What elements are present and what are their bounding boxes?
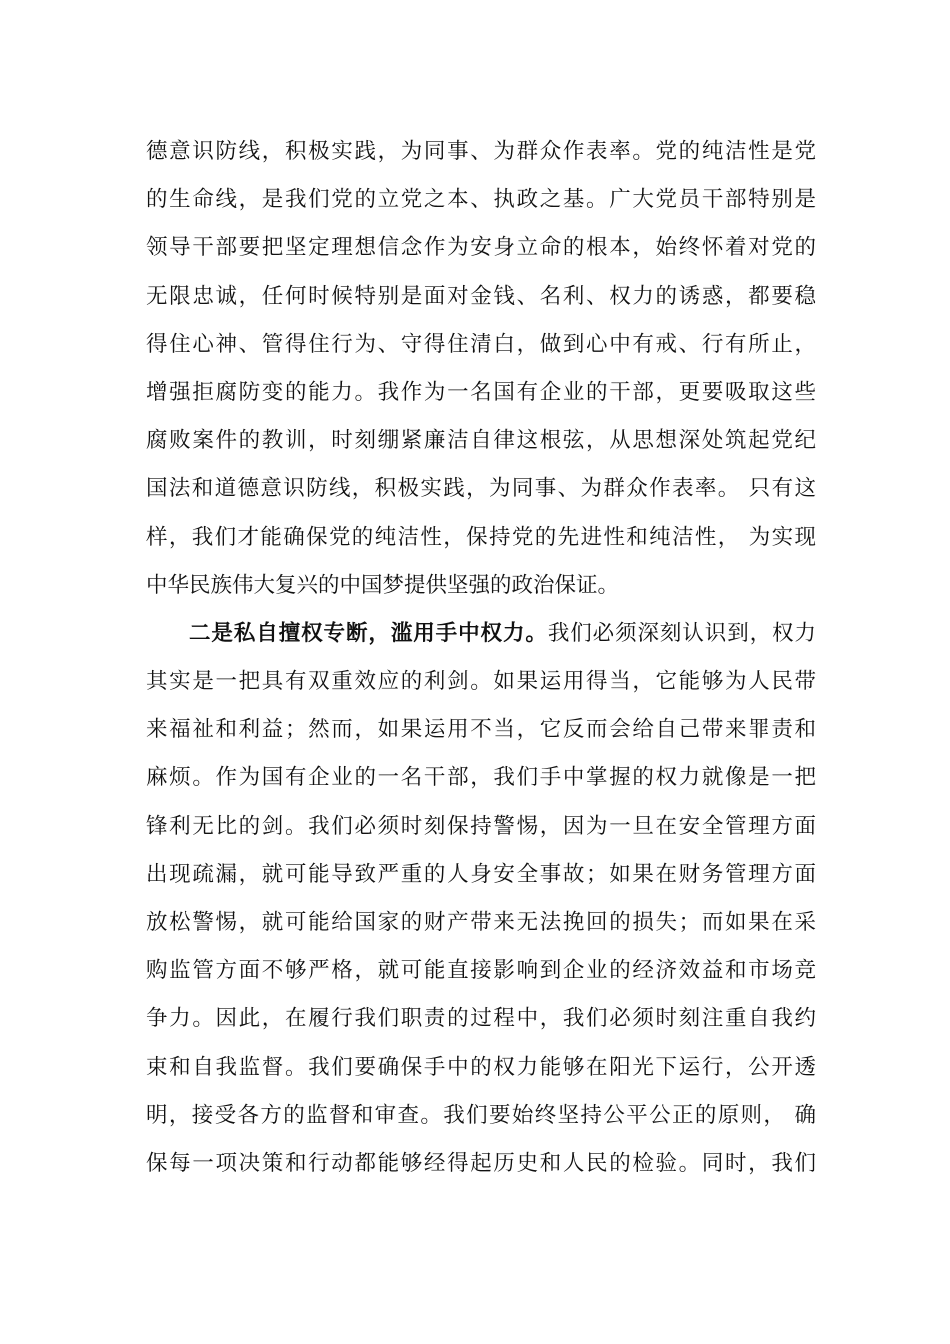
text-line: 出现疏漏，就可能导致严重的人身安全事故；如果在财务管理方面 <box>146 861 816 887</box>
text-line: 无限忠诚，任何时候特别是面对金钱、名利、权力的诱惑，都要稳 <box>146 283 816 309</box>
text-line: 购监管方面不够严格，就可能直接影响到企业的经济效益和市场竞 <box>146 958 816 984</box>
text-line: 束和自我监督。我们要确保手中的权力能够在阳光下运行，公开透 <box>146 1054 816 1080</box>
text-line: 得住心神、管得住行为、守得住清白，做到心中有戒、行有所止， <box>146 331 816 357</box>
text-line: 其实是一把具有双重效应的利剑。如果运用得当，它能够为人民带 <box>146 669 816 695</box>
text-line: 麻烦。作为国有企业的一名干部，我们手中掌握的权力就像是一把 <box>146 765 816 791</box>
text-line: 保每一项决策和行动都能够经得起历史和人民的检验。同时，我们 <box>146 1150 816 1176</box>
text-line: 明，接受各方的监督和审查。我们要始终坚持公平公正的原则， 确 <box>146 1102 816 1128</box>
text-line: 国法和道德意识防线，积极实践，为同事、为群众作表率。 只有这 <box>146 476 816 502</box>
text-line: 腐败案件的教训，时刻绷紧廉洁自律这根弦，从思想深处筑起党纪 <box>146 428 816 454</box>
text-line: 放松警惕，就可能给国家的财产带来无法挽回的损失；而如果在采 <box>146 910 816 935</box>
text-line: 的生命线，是我们党的立党之本、执政之基。广大党员干部特别是 <box>146 187 816 213</box>
text-line: 增强拒腐防变的能力。我作为一名国有企业的干部，更要吸取这些 <box>146 379 816 405</box>
text-line: 锋利无比的剑。我们必须时刻保持警惕，因为一旦在安全管理方面 <box>146 813 816 839</box>
text-line: 领导干部要把坚定理想信念作为安身立命的根本，始终怀着对党的 <box>146 235 816 261</box>
text-line: 样，我们才能确保党的纯洁性，保持党的先进性和纯洁性， 为实现 <box>146 524 816 550</box>
text-line: 来福祉和利益；然而，如果运用不当，它反而会给自己带来罪责和 <box>146 717 816 743</box>
text-line: 德意识防线，积极实践，为同事、为群众作表率。党的纯洁性是党 <box>146 139 816 164</box>
text-line: 争力。因此，在履行我们职责的过程中，我们必须时刻注重自我约 <box>146 1006 816 1032</box>
paragraph-heading-rest: 我们必须深刻认识到，权力 <box>547 620 816 646</box>
body-text <box>146 128 816 1188</box>
text-line-last: 中华民族伟大复兴的中国梦提供坚强的政治保证。 <box>146 572 620 598</box>
paragraph-heading: 二是私自擅权专断，滥用手中权力。 <box>189 620 548 646</box>
paragraph-heading-line <box>146 610 816 658</box>
